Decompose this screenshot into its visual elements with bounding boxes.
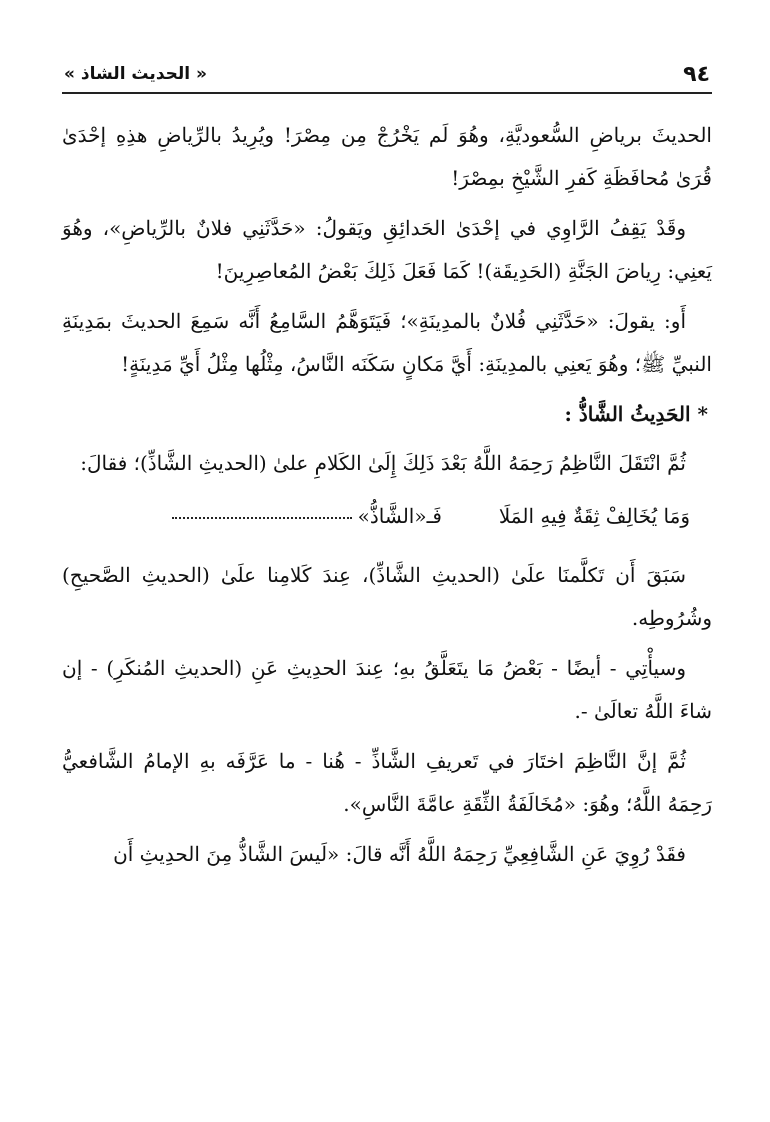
- paragraph-definition: ثُمَّ إنَّ النَّاظِمَ اختَارَ في تَعريفِ الشَّاذِّ - هُنا - ما عَرَّفَه بهِ الإمامُ الشَّافعيُّ رَحِمَهُ اللَّهُ؛ وهُوَ: «مُخَالَفَةُ الثِّقَةِ عامَّةَ النَّاسِ».: [62, 749, 712, 816]
- paragraph-will-come: وسيأْتِي - أيضًا - بَعْضُ مَا يتَعَلَّقُ بهِ؛ عِندَ الحدِيثِ عَنِ (الحديثِ المُنكَرِ) - إن شاءَ اللَّهُ تعالَىٰ -.: [62, 656, 712, 723]
- paragraph-shafii-quote: فقَدْ رُوِيَ عَنِ الشَّافِعِيِّ رَحِمَهُ اللَّهُ أَنَّه قالَ: «لَيسَ الشَّاذُّ مِنَ الحدِيثِ أَن: [113, 842, 686, 866]
- verse-dotted-filler: [172, 516, 352, 519]
- section-heading-shadh: * الحَدِيثُ الشَّاذُّ :: [564, 402, 708, 426]
- paragraph-gardens: وقَدْ يَقِفُ الرَّاوِي في إحْدَىٰ الحَدائِقِ ويَقولُ: «حَدَّثَنِي فلانٌ بالرِّياضِ»، وهُوَ يَعنِي: رِياضَ الجَنَّةِ (الحَدِيقَة)! كَمَا فَعَلَ ذَلِكَ بَعْضُ المُعاصِرِينَ!: [62, 216, 712, 283]
- verse-second-hemistich: [172, 492, 442, 540]
- page-number: ٩٤: [683, 62, 710, 87]
- verse-second-text: فَـ«الشَّاذُّ»: [357, 504, 442, 528]
- paragraph-riyadh-saudi: الحديثَ برياضِ السُّعوديَّةِ، وهُوَ لَم يَخْرُجْ مِن مِصْرَ! ويُرِيدُ بالرِّياضِ هذِهِ إحْدَىٰ قُرَىٰ مُحافَظَةِ كَفرِ الشَّيْخِ بمِصْرَ!: [62, 123, 712, 190]
- paragraph-previously-discussed: سَبَقَ أَن تَكلَّمنَا علَىٰ (الحديثِ الشَّاذِّ)، عِندَ كَلامِنا علَىٰ (الحديثِ الصَّحيحِ) وشُرُوطِه.: [62, 563, 712, 630]
- page-body: [62, 94, 712, 876]
- book-page: [62, 56, 712, 1106]
- poem-verse: [62, 492, 712, 540]
- running-header: [62, 56, 712, 94]
- paragraph-madinah: أَو: يقولَ: «حَدَّثَنِي فُلانٌ بالمدِينَةِ»؛ فَيَتَوَهَّمُ السَّامِعُ أَنَّه سَمِعَ الحديثَ بمَدِينَةِ النبيِّ ﷺ؛ وهُوَ يَعنِي بالمدِينَةِ: أَيَّ مَكانٍ سَكَنَه النَّاسُ، مِثْلُها مِثْلُ أَيِّ مَدِينَةٍ!: [62, 309, 712, 376]
- verse-first-hemistich: وَمَا يُخَالِفْ ثِقَةٌ فِيهِ المَلَا: [498, 504, 690, 528]
- running-title: « الحديث الشاذ »: [64, 64, 207, 84]
- paragraph-transition: ثُمَّ انْتَقَلَ النَّاظِمُ رَحِمَهُ اللَّهُ بَعْدَ ذَلِكَ إِلَىٰ الكَلامِ علىٰ (الحديثِ الشَّاذِّ)؛ فقالَ:: [80, 451, 686, 475]
